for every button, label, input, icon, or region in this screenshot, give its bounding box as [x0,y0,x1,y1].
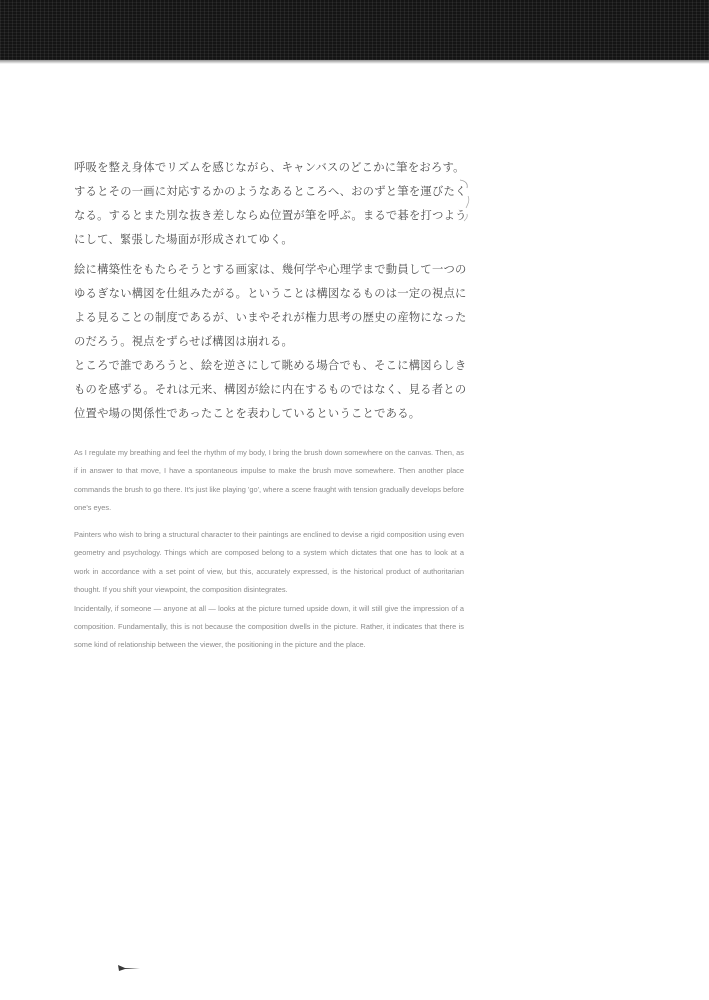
english-text: As I regulate my breathing and feel the rhythm of my body, I bring the brush down somewhere on the canvas. Then, as if in answer to that move, I have a spontaneous impulse to make the brush move somewhere. Then another place commands the brush to go there. It's just like playing 'go', where a scene fraught with tension gradually develops before one's eyes. [74,448,465,513]
bottom-arrow-mark [117,964,141,972]
japanese-line: 位置や場の関係性であったことを表わしているということである。 [74,407,421,420]
japanese-line: なる。するとまた別な抜き差しならぬ位置が筆を呼ぶ。まるで碁を打つよう [74,209,467,222]
japanese-paragraph-1 [74,156,467,252]
english-text: Painters who wish to bring a structural character to their paintings are enclined to devise a rigid composition using even geometry and psychology. Things which are composed belong to a system which dictates that one has to look at a work in accordance with a set point of view, but this, accurately expressed, is the historical product of authoritarian thought. If you shift your viewpoint, the composition disintegrates. [74,530,464,595]
scanned-dark-band [0,0,709,60]
english-text: Incidentally, if someone — anyone at all — looks at the picture turned upside down, it will still give the impression of a composition. Fundamentally, this is not because the composition dwells in the picture. Rather, it indicates that there is some kind of relationship between the viewer, the positioning in the picture and the place. [74,603,464,650]
japanese-line: ものを感ずる。それは元来、構図が絵に内在するものではなく、見る者との [74,383,467,396]
japanese-line: 絵に構築性をもたらそうとする画家は、幾何学や心理学まで動員して一つの [74,263,467,276]
japanese-paragraph-2 [74,258,467,426]
english-paragraph-1 [74,444,464,518]
japanese-line: ゆるぎない構図を仕組みたがる。ということは構図なるものは一定の視点に [74,287,467,300]
japanese-line: にして、緊張した場面が形成されてゆく。 [74,233,293,246]
japanese-line: よる見ることの制度であるが、いまやそれが権力思考の歴史の産物になった [74,311,467,324]
japanese-line: するとその一画に対応するかのようなあるところへ、おのずと筆を運びたく [74,185,467,198]
english-paragraph-2 [74,526,464,655]
japanese-line: のだろう。視点をずらせば構図は崩れる。 [74,335,294,348]
japanese-line: 呼吸を整え身体でリズムを感じながら、キャンバスのどこかに筆をおろす。 [74,161,465,174]
japanese-line: ところで誰であろうと、絵を逆さにして眺める場合でも、そこに構図らしき [74,359,467,372]
margin-bracket-mark [456,178,474,222]
